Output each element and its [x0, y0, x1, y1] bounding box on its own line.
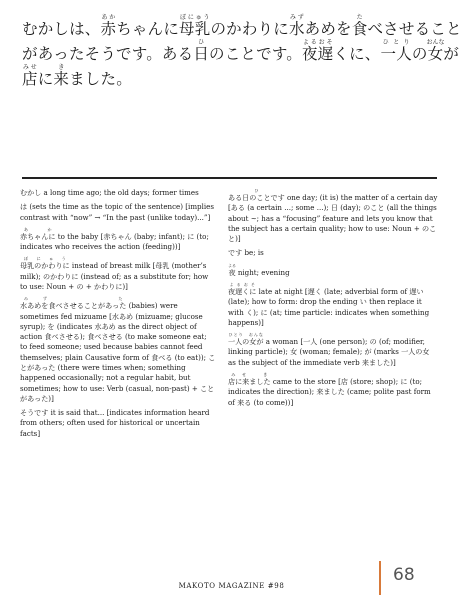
ruby-word: 一人ひとり: [380, 39, 412, 63]
vocab-entry: [228, 248, 438, 258]
ruby-word: 女おんな: [426, 39, 445, 63]
vocab-term: 一人の女がひとり おんな: [228, 332, 264, 347]
vocab-term: むかし: [20, 188, 42, 197]
story-text: [22, 14, 462, 89]
vocab-entry: [20, 408, 216, 439]
story-fragment: のことです。: [209, 45, 302, 63]
vocab-definition: it is said that... [indicates information heard from others; often used for historical or uncertain facts]: [20, 408, 210, 438]
vocab-term: 赤ちゃんにあか: [20, 226, 56, 241]
vocab-term: は: [20, 202, 28, 212]
vocab-entry: [228, 332, 438, 368]
vocab-definition: instead of breast milk [母乳 (mother’s milk); のかわりに (instead of; as a substitute for; how to use: Noun + の + かわりに)]: [20, 261, 209, 291]
vocab-entry: [20, 256, 216, 292]
vocab-entry: [20, 296, 216, 404]
ruby-word: 店みせ: [22, 64, 38, 88]
vocab-definition: be; is: [244, 248, 264, 258]
vocab-definition: to the baby [赤ちゃん (baby; infant); に (to; indicates who receives the action (feeding))]: [20, 231, 209, 252]
story-fragment: くに、: [333, 45, 381, 63]
vocab-definition: (sets the time as the topic of the sentence) [implies contrast with “now” → “In the past (unlike today)...”]: [20, 202, 214, 222]
vocab-definition: night; evening: [237, 267, 290, 277]
ruby-word: 母乳ぼにゅう: [179, 14, 211, 38]
ruby-word: 日ひ: [193, 39, 210, 63]
divider-rule: [22, 177, 437, 179]
vocab-term: そうです: [20, 408, 49, 418]
story-fragment: あめを: [304, 20, 352, 38]
vocab-term: 母乳のかわりにぼにゅう: [20, 256, 70, 271]
ruby-word: 水みず: [288, 14, 305, 38]
vocab-term: です: [228, 248, 243, 258]
vocab-column-right: [228, 188, 438, 412]
ruby-word: 食た: [351, 14, 368, 38]
vocab-definition: (babies) were sometimes fed mizuame [水あめ (mizuame; glucose syrup); を (indicates 水あめ as the direct object of action 食べさせる); 食べさせる (to make someone eat; to feed someone; used because babies cannot feed themselves; plain Causative form of 食べる (to eat)); ことがあった (there were times when; something happened occasionally; not a regular habit, but sometimes; how to use: Verb (casual, non-past) + ことがあった)]: [20, 301, 216, 403]
vocab-entry: [228, 263, 438, 278]
vocab-column-left: [20, 188, 216, 443]
vocab-definition: one day; (it is) the matter of a certain day [ある (a certain ...; some ...); 日 (day); のこと (all the things about ~; has a “focusing” feature and lets you know that the subject has a certain quality; how to use: Noun + のこと)]: [228, 193, 438, 244]
vocab-term: 夜よる: [228, 262, 236, 277]
magazine-footer: MAKOTO MAGAZINE #98: [178, 582, 285, 590]
story-fragment: ちゃんに: [116, 20, 180, 38]
story-fragment: に: [37, 70, 54, 88]
vocab-definition: a long time ago; the old days; former times: [43, 188, 199, 197]
story-line-3: [22, 64, 442, 89]
story-fragment: のかわりに: [210, 20, 289, 38]
ruby-word: 赤あか: [100, 14, 117, 38]
story-fragment: があったそうです。ある: [22, 45, 194, 63]
vocab-term: 夜遅くによるおそ: [228, 281, 257, 296]
ruby-word: 来き: [53, 64, 70, 88]
vocab-definition: a woman [一人 (one person); の (of; modifier, linking particle); 女 (woman; female); が (marks 一人の女 as the subject of the immediate verb 来ました)]: [228, 337, 430, 367]
vocab-entry: [20, 227, 216, 253]
vocab-entry: [228, 188, 438, 244]
page-number: 68: [393, 565, 415, 585]
vocab-definition: late at night [遅く (late; adverbial form of 遅い (late); how to form: drop the ending い then replace it with く); に (at; time particle: indicates when something happens)]: [228, 286, 430, 327]
vocab-entry: [20, 202, 216, 223]
story-fragment: むかしは、: [22, 20, 101, 38]
story-fragment: が: [443, 45, 460, 63]
story-line-1: [22, 14, 462, 39]
ruby-word: 夜遅よるおそ: [301, 39, 334, 63]
vocab-term: ある日のことですひ: [228, 188, 285, 202]
story-line-2: [22, 39, 460, 64]
vocab-term: 店に来ましたみせ き: [228, 371, 271, 386]
vocab-entry: [20, 188, 216, 198]
vocab-definition: came to the store [店 (store; shop); に (to; indicates the direction); 来ました (came; polite past form of 来る (to come))]: [228, 376, 431, 407]
vocab-term: 水あめを食べさせることがあったみず た: [20, 296, 127, 311]
vocab-entry: [228, 282, 438, 328]
story-fragment: ました。: [69, 70, 132, 88]
story-fragment: の: [411, 45, 428, 63]
story-fragment: べさせること: [367, 20, 462, 38]
vocab-entry: [228, 372, 438, 408]
